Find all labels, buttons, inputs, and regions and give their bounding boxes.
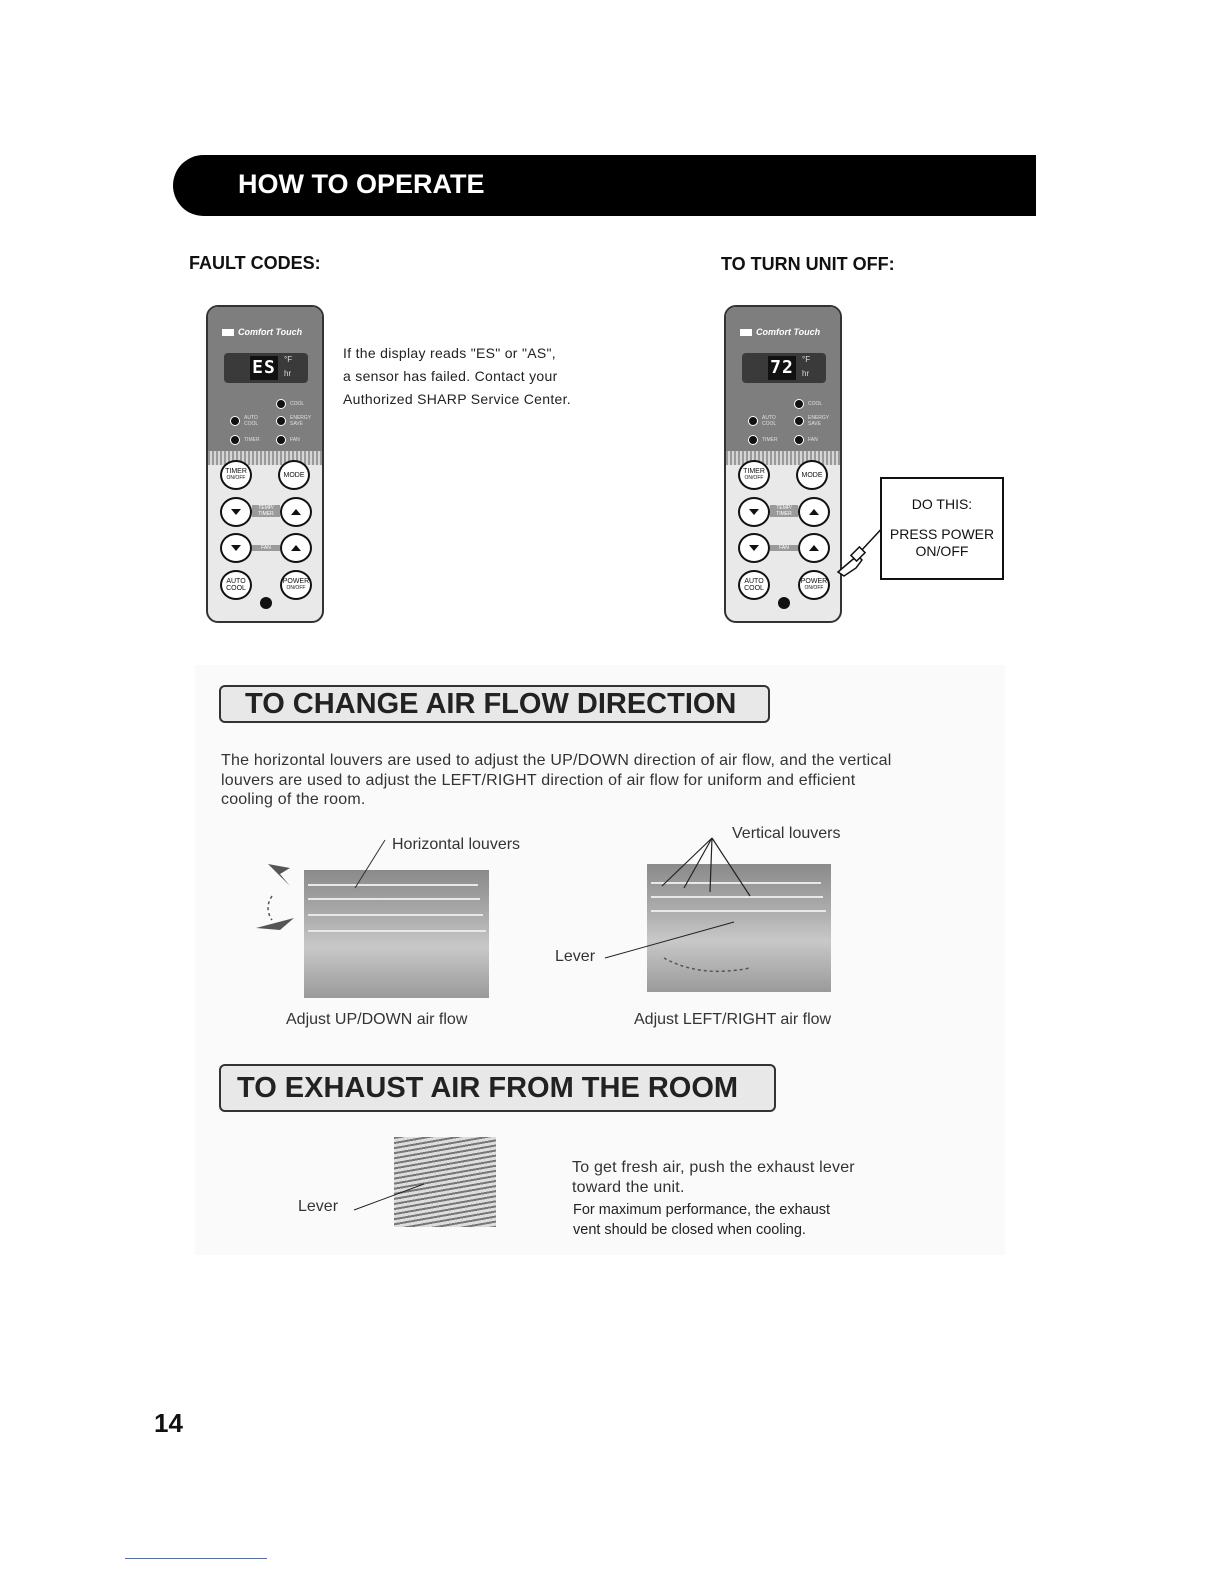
footer-divider (125, 1558, 267, 1559)
page-number: 14 (154, 1408, 183, 1438)
caption-up-down: Adjust UP/DOWN air flow (286, 1011, 468, 1028)
energy-save-led-label: ENERGY SAVE (290, 415, 312, 427)
remote-brand-logo: Comfort Touch (222, 327, 302, 337)
display-temp: 72 (768, 356, 796, 380)
air-flow-description: The horizontal louvers are used to adjust the UP/DOWN direction of air flow, and the vertical louvers are used to adjust the LEFT/RIGHT direction of air flow for uniform and efficient cooling of the room. (221, 752, 892, 808)
callout-press-power: PRESS POWER (889, 526, 995, 542)
exhaust-title-box (219, 1064, 776, 1112)
auto-cool-led (748, 416, 758, 426)
callout-do-this: DO THIS: (911, 496, 973, 512)
fan-label: FAN (252, 545, 280, 551)
fan-down-button[interactable] (220, 533, 252, 563)
exhaust-note: For maximum performance, the exhaust vent should be closed when cooling. (573, 1202, 831, 1238)
auto-cool-button[interactable]: AUTO COOL (738, 570, 770, 600)
timer-led (748, 435, 758, 445)
remote-brand-logo: Comfort Touch (740, 327, 820, 337)
temp-up-button[interactable] (280, 497, 312, 527)
temp-up-button[interactable] (798, 497, 830, 527)
fan-label: FAN (770, 545, 798, 551)
lever-label-exhaust: Lever (298, 1198, 339, 1215)
fan-up-button[interactable] (798, 533, 830, 563)
temp-timer-label: TEMP/ TIMER (770, 505, 798, 517)
temp-down-button[interactable] (738, 497, 770, 527)
exhaust-description: To get fresh air, push the exhaust lever toward the unit. (572, 1159, 855, 1196)
cool-led (276, 399, 286, 409)
exhaust-title: TO EXHAUST AIR FROM THE ROOM (237, 1072, 739, 1104)
fan-led-label: FAN (808, 437, 818, 443)
mode-button[interactable]: MODE (796, 460, 828, 490)
vertical-louvers-label: Vertical louvers (732, 825, 841, 842)
callout-on-off: ON/OFF (915, 543, 969, 559)
air-flow-title-box (219, 685, 770, 723)
remote-fault (206, 305, 324, 623)
section-banner (173, 155, 1036, 216)
fan-down-button[interactable] (738, 533, 770, 563)
auto-cool-led-label: AUTO COOL (762, 415, 777, 427)
auto-cool-led-label: AUTO COOL (244, 415, 259, 427)
page-title: HOW TO OPERATE (238, 169, 485, 199)
cool-led-label: COOL (290, 401, 305, 407)
fault-description: If the display reads "ES" or "AS", a sensor has failed. Contact your Authorized SHARP Service Center. (343, 345, 572, 407)
unit-hr-label: hr (284, 369, 292, 378)
ir-sensor (778, 597, 790, 609)
do-this-callout (880, 477, 1004, 580)
remote-display (742, 353, 826, 383)
unit-hr-label: hr (802, 369, 810, 378)
vertical-louvers-pointers (600, 836, 770, 986)
fan-led-label: FAN (290, 437, 300, 443)
timer-button[interactable]: TIMER ON/OFF (738, 460, 770, 490)
exhaust-lever-pointer (352, 1180, 432, 1220)
energy-save-led (276, 416, 286, 426)
horizontal-louvers-label: Horizontal louvers (392, 836, 521, 853)
fault-codes-heading: FAULT CODES: (189, 253, 321, 273)
ir-sensor (260, 597, 272, 609)
fan-led (794, 435, 804, 445)
lever-label-airflow: Lever (555, 948, 596, 965)
temp-down-button[interactable] (220, 497, 252, 527)
timer-button[interactable]: TIMER ON/OFF (220, 460, 252, 490)
power-button[interactable]: POWER ON/OFF (798, 570, 830, 600)
caption-left-right: Adjust LEFT/RIGHT air flow (634, 1011, 832, 1028)
power-button[interactable]: POWER ON/OFF (280, 570, 312, 600)
remote-display (224, 353, 308, 383)
cool-led-label: COOL (808, 401, 823, 407)
up-down-arrow-icon (250, 838, 390, 938)
energy-save-led (794, 416, 804, 426)
unit-f-label: °F (284, 355, 293, 364)
remote-off (724, 305, 842, 623)
mode-button[interactable]: MODE (278, 460, 310, 490)
air-flow-title: TO CHANGE AIR FLOW DIRECTION (245, 688, 737, 720)
turn-off-heading: TO TURN UNIT OFF: (721, 254, 895, 274)
auto-cool-led (230, 416, 240, 426)
display-code: ES (250, 356, 278, 380)
timer-led-label: TIMER (244, 437, 260, 443)
timer-led-label: TIMER (762, 437, 778, 443)
unit-f-label: °F (802, 355, 811, 364)
energy-save-led-label: ENERGY SAVE (808, 415, 830, 427)
cool-led (794, 399, 804, 409)
fan-up-button[interactable] (280, 533, 312, 563)
timer-led (230, 435, 240, 445)
temp-timer-label: TEMP/ TIMER (252, 505, 280, 517)
fan-led (276, 435, 286, 445)
auto-cool-button[interactable]: AUTO COOL (220, 570, 252, 600)
